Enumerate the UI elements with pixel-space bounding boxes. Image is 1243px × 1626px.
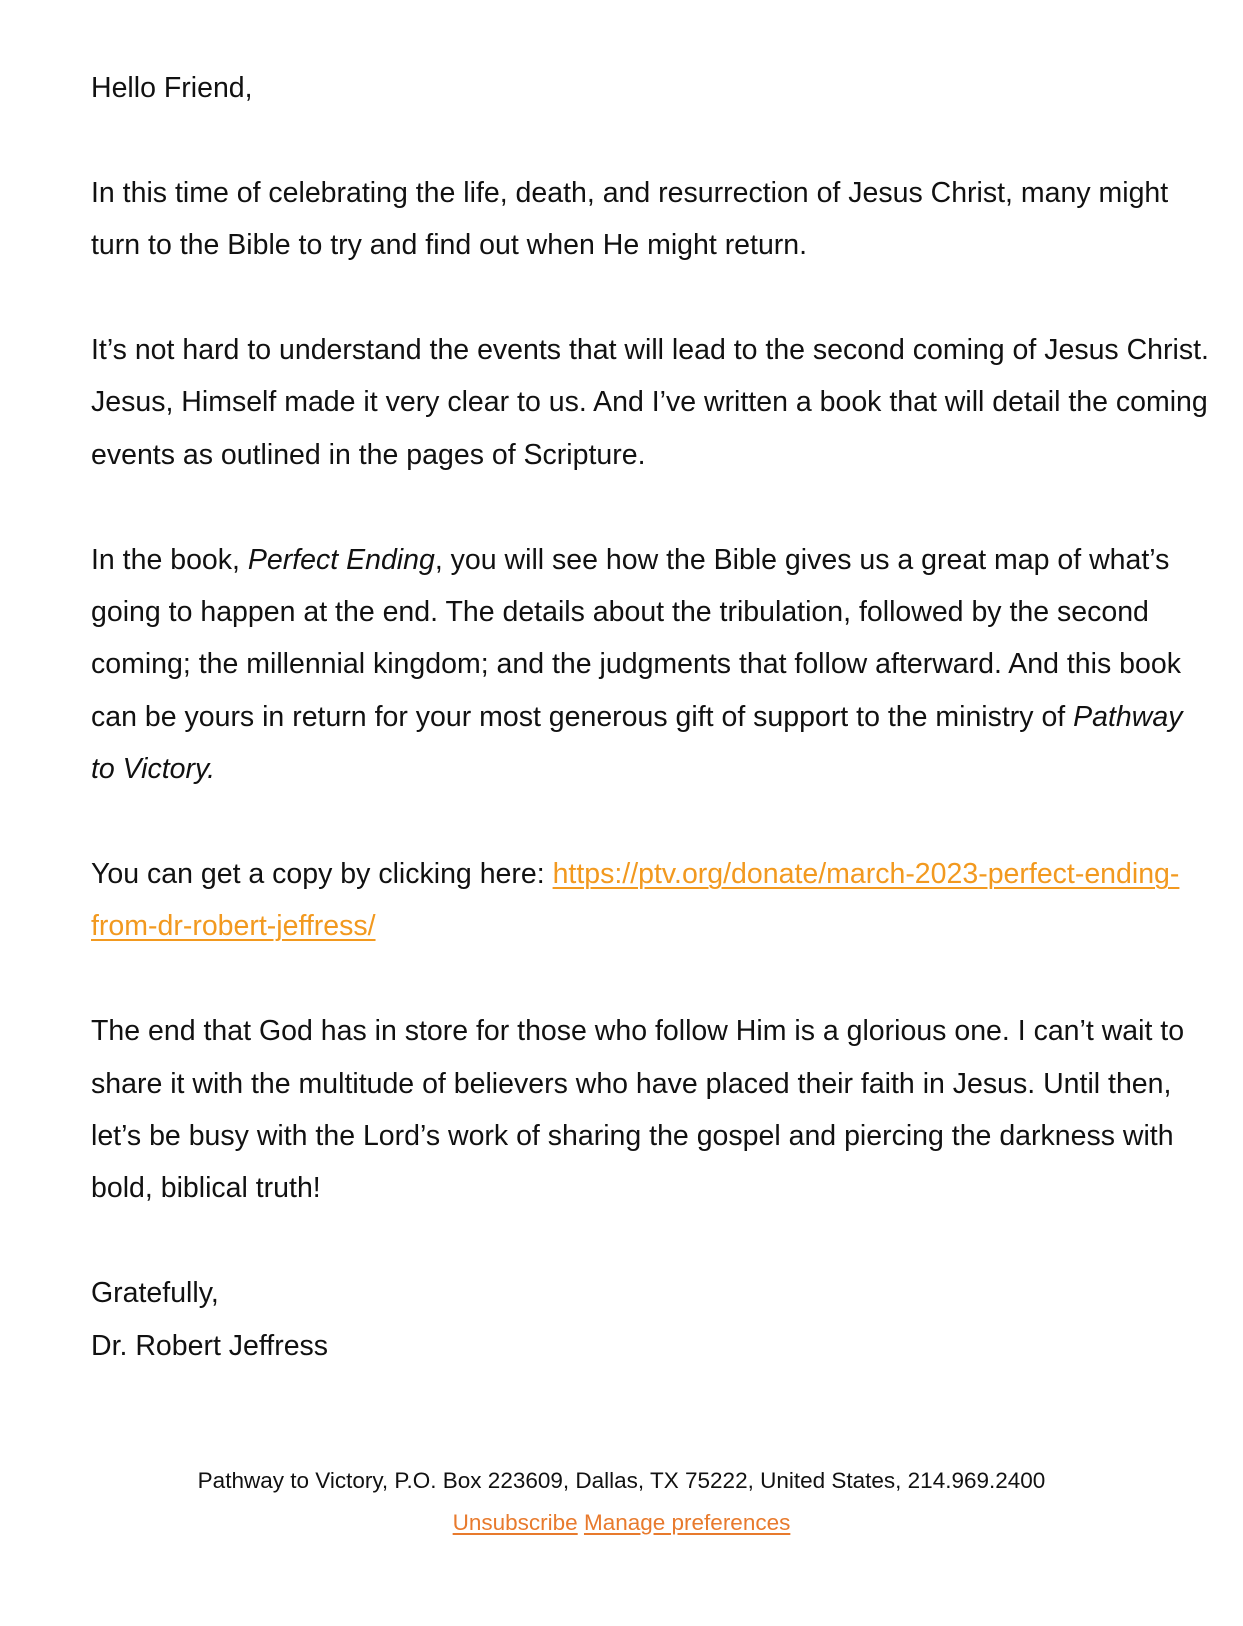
- greeting: Hello Friend,: [91, 72, 253, 104]
- email-footer: [0, 1460, 1243, 1544]
- paragraph-conclusion: The end that God has in store for those who follow Him is a glorious one. I can’t wait to share it with the multitude of believers who have placed their faith in Jesus. Until then, let’s be busy with the Lord’s work of sharing the gospel and piercing the darkness with bold, biblical truth!: [91, 1015, 1185, 1205]
- paragraph-second-coming: It’s not hard to understand the events that will lead to the second coming of Jesus Christ. Jesus, Himself made it very clear to us. And I’ve written a book that will detail the coming events as outlined in the pages of Scripture.: [91, 334, 1209, 471]
- book-intro-text: In the book,: [91, 543, 248, 576]
- paragraph-copy-link: [91, 848, 1211, 953]
- book-title: Perfect Ending: [247, 543, 435, 576]
- unsubscribe-link[interactable]: Unsubscribe: [452, 1510, 578, 1535]
- ministry-name: Pathway to Victory.: [91, 700, 1183, 786]
- donate-link[interactable]: https://ptv.org/donate/march-2023-perfect-ending-from-dr-robert-jeffress/: [91, 858, 1180, 943]
- signature: Dr. Robert Jeffress: [91, 1329, 329, 1362]
- closing: Gratefully,: [91, 1277, 219, 1310]
- letter-body: [91, 62, 1211, 1372]
- manage-preferences-link[interactable]: Manage preferences: [583, 1510, 791, 1535]
- book-description-text: , you will see how the Bible gives us a great map of what’s going to happen at the end. The details about the tribulation, followed by the second coming; the millennial kingdom; and the judgments that follow afterward. And this book can be yours in return for your most generous gift of support to the ministry of: [91, 543, 1181, 733]
- footer-address: Pathway to Victory, P.O. Box 223609, Dallas, TX 75222, United States, 214.969.2400: [197, 1468, 1046, 1493]
- paragraph-intro: In this time of celebrating the life, death, and resurrection of Jesus Christ, many might turn to the Bible to try and find out when He might return.: [91, 176, 1169, 262]
- copy-link-text: You can get a copy by clicking here:: [91, 858, 553, 891]
- footer-links: [0, 1502, 1243, 1544]
- paragraph-book-offer: [91, 534, 1211, 796]
